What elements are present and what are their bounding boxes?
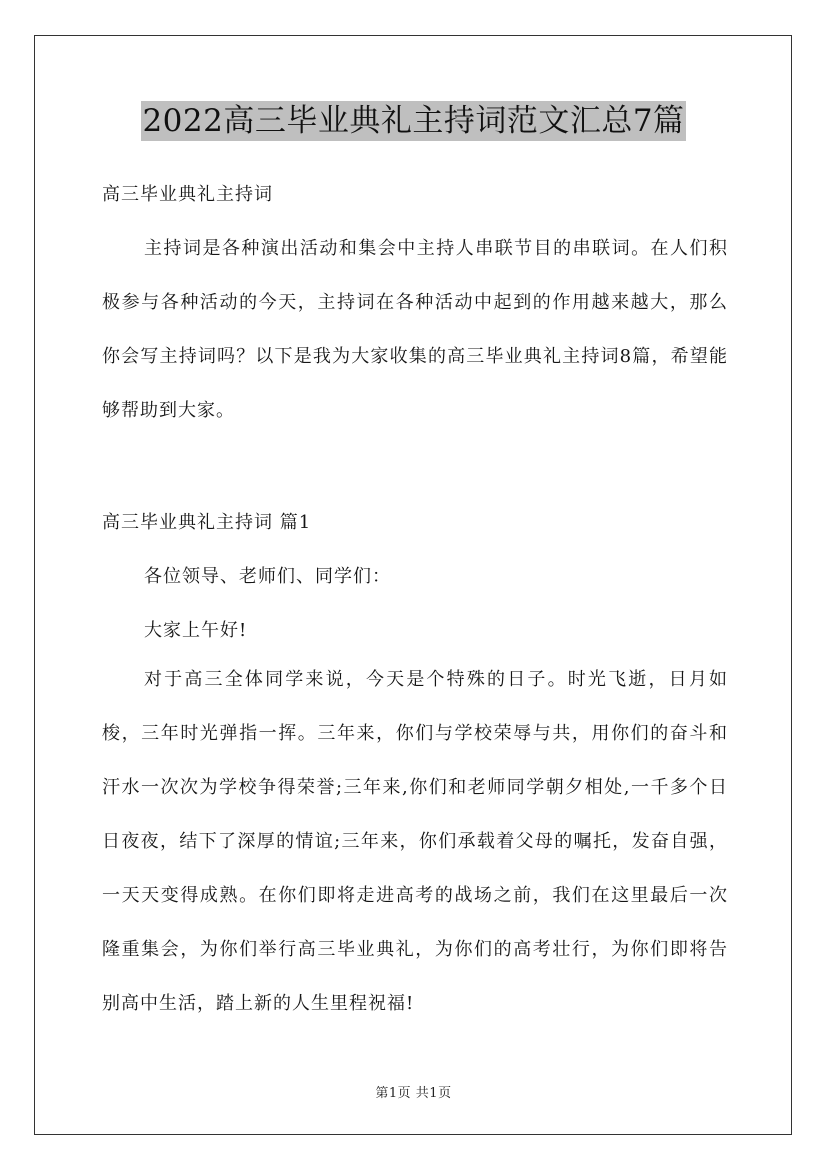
section-heading-part1: 高三毕业典礼主持词 篇1 [102, 512, 312, 533]
title-wrap [0, 101, 827, 141]
page-footer: 第1页 共1页 [375, 1086, 452, 1101]
document-title: 2022高三毕业典礼主持词范文汇总7篇 [142, 103, 685, 139]
section-heading-intro: 高三毕业典礼主持词 [102, 184, 273, 205]
greeting-line: 各位领导、老师们、同学们： [144, 566, 391, 587]
body-paragraph: 对于高三全体同学来说，今天是个特殊的日子。时光飞逝，日月如梭，三年时光弹指一挥。三年来，你们与学校荣辱与共，用你们的奋斗和汗水一次次为学校争得荣誉;三年来,你们和老师同学朝夕相处,一千多个日日夜夜，结下了深厚的情谊;三年来，你们承载着父母的嘱托，发奋自强，一天天变得成熟。在你们即将走进高考的战场之前，我们在这里最后一次隆重集会，为你们举行高三毕业典礼，为你们的高考壮行，为你们即将告别高中生活，踏上新的人生里程祝福! [102, 669, 728, 1014]
intro-paragraph: 主持词是各种演出活动和集会中主持人串联节目的串联词。在人们积极参与各种活动的今天，主持词在各种活动中起到的作用越来越大，那么你会写主持词吗？以下是我为大家收集的高三毕业典礼主持词8篇，希望能够帮助到大家。 [102, 238, 728, 421]
hello-line: 大家上午好! [144, 620, 248, 641]
